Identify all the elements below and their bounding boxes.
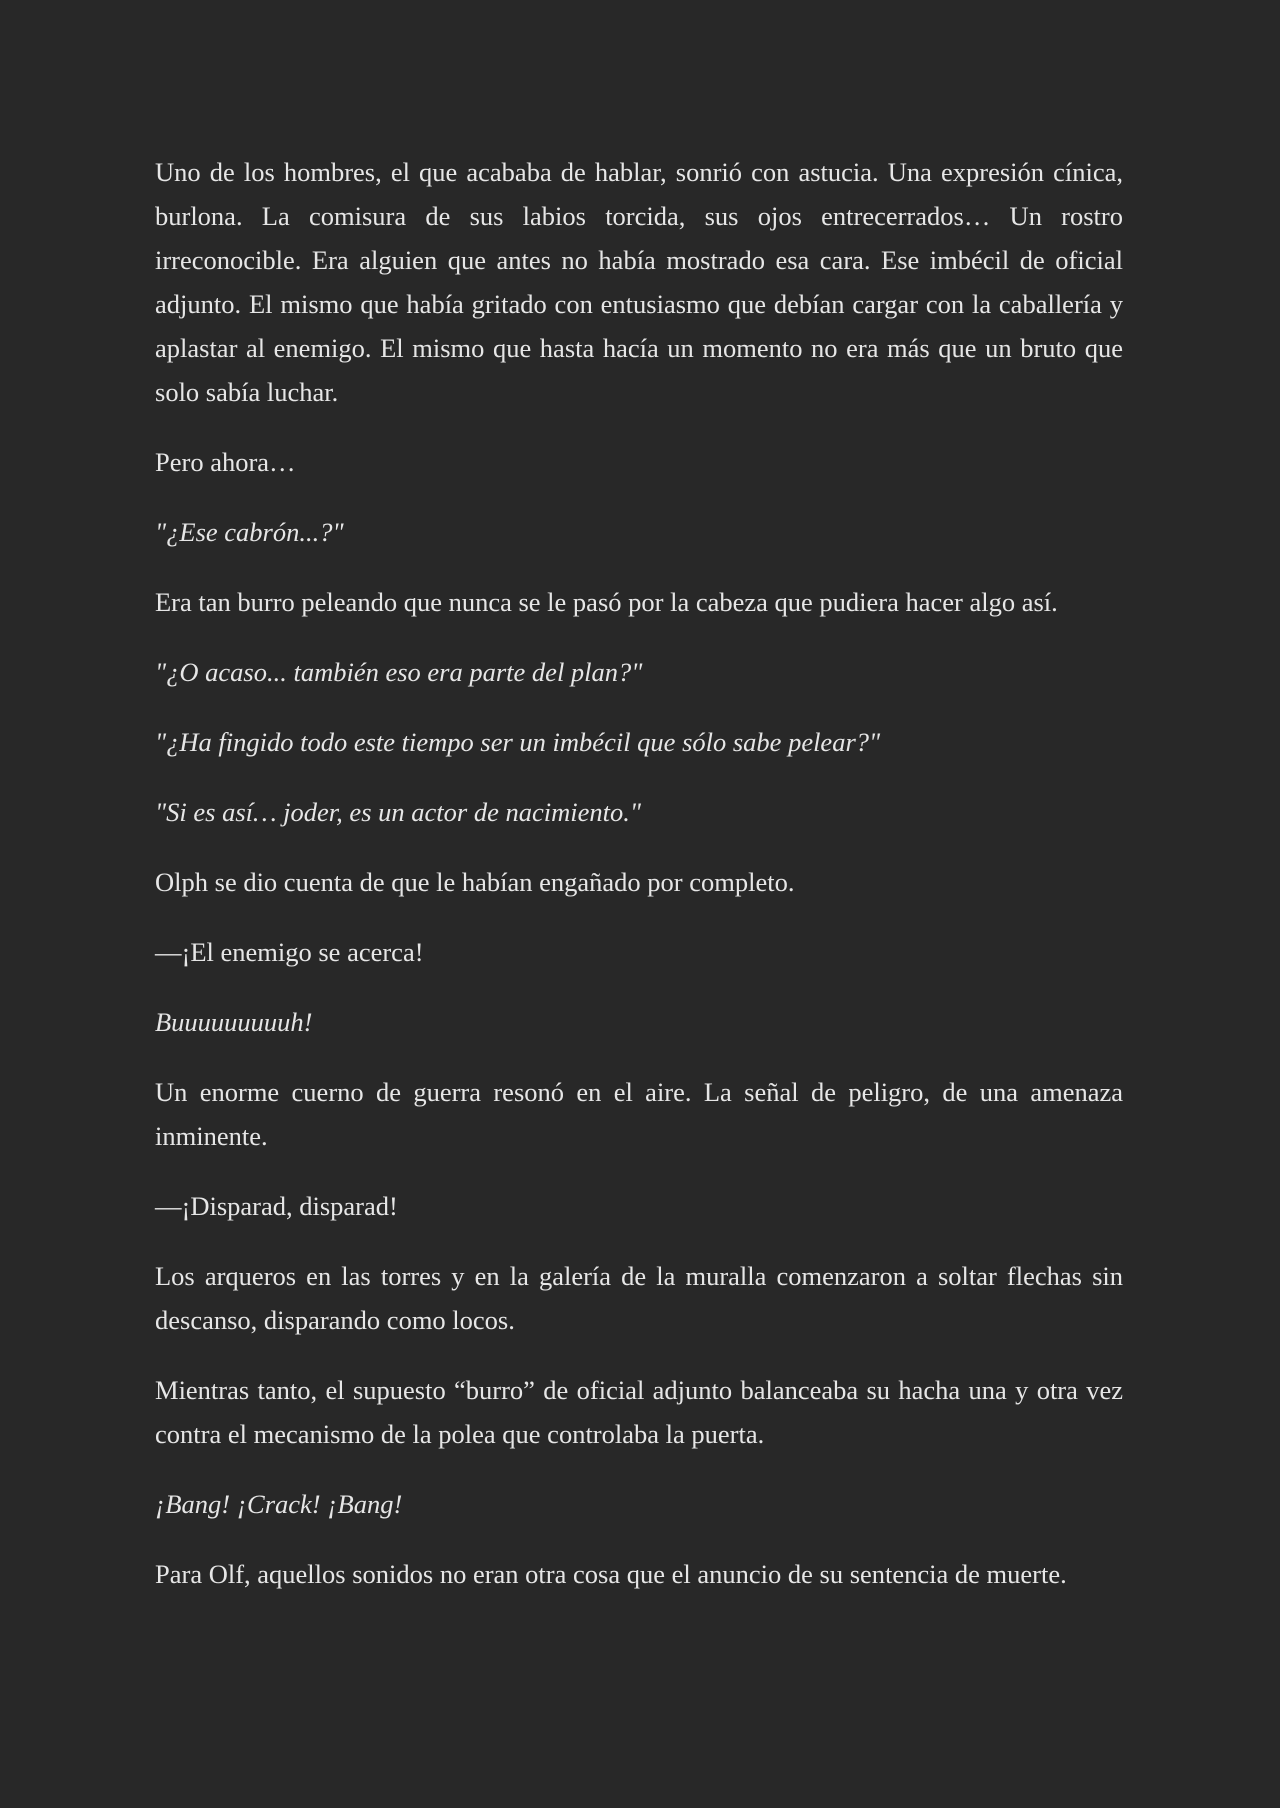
paragraph-6-thought: "¿Ha fingido todo este tiempo ser un imbécil que sólo sabe pelear?" xyxy=(155,727,881,757)
paragraph-9-dialogue: —¡El enemigo se acerca! xyxy=(155,937,424,967)
paragraph-11: Un enorme cuerno de guerra resonó en el aire. La señal de peligro, de una amenaza inminente. xyxy=(155,1077,1123,1151)
paragraph-14: Mientras tanto, el supuesto “burro” de oficial adjunto balanceaba su hacha una y otra vez contra el mecanismo de la polea que controlaba la puerta. xyxy=(155,1375,1123,1449)
paragraph-16: Para Olf, aquellos sonidos no eran otra cosa que el anuncio de su sentencia de muerte. xyxy=(155,1559,1067,1589)
paragraph-2: Pero ahora… xyxy=(155,447,296,477)
paragraph-15-sound: ¡Bang! ¡Crack! ¡Bang! xyxy=(155,1489,403,1519)
paragraph-5-thought: "¿O acaso... también eso era parte del plan?" xyxy=(155,657,643,687)
paragraph-12-dialogue: —¡Disparad, disparad! xyxy=(155,1191,398,1221)
paragraph-8: Olph se dio cuenta de que le habían engañado por completo. xyxy=(155,867,795,897)
paragraph-1: Uno de los hombres, el que acababa de hablar, sonrió con astucia. Una expresión cínica, burlona. La comisura de sus labios torcida, sus ojos entrecerrados… Un rostro irreconocible. Era alguien que antes no había mostrado esa cara. Ese imbécil de oficial adjunto. El mismo que había gritado con entusiasmo que debían cargar con la caballería y aplastar al enemigo. El mismo que hasta hacía un momento no era más que un bruto que solo sabía luchar. xyxy=(155,157,1123,407)
paragraph-3-thought: "¿Ese cabrón...?" xyxy=(155,517,344,547)
paragraph-10-sound: Buuuuuuuuuh! xyxy=(155,1007,313,1037)
paragraph-13: Los arqueros en las torres y en la galería de la muralla comenzaron a soltar flechas sin descanso, disparando como locos. xyxy=(155,1261,1123,1335)
chapter-text xyxy=(155,150,1123,1622)
paragraph-4: Era tan burro peleando que nunca se le pasó por la cabeza que pudiera hacer algo así. xyxy=(155,587,1058,617)
paragraph-7-thought: "Si es así… joder, es un actor de nacimiento." xyxy=(155,797,641,827)
